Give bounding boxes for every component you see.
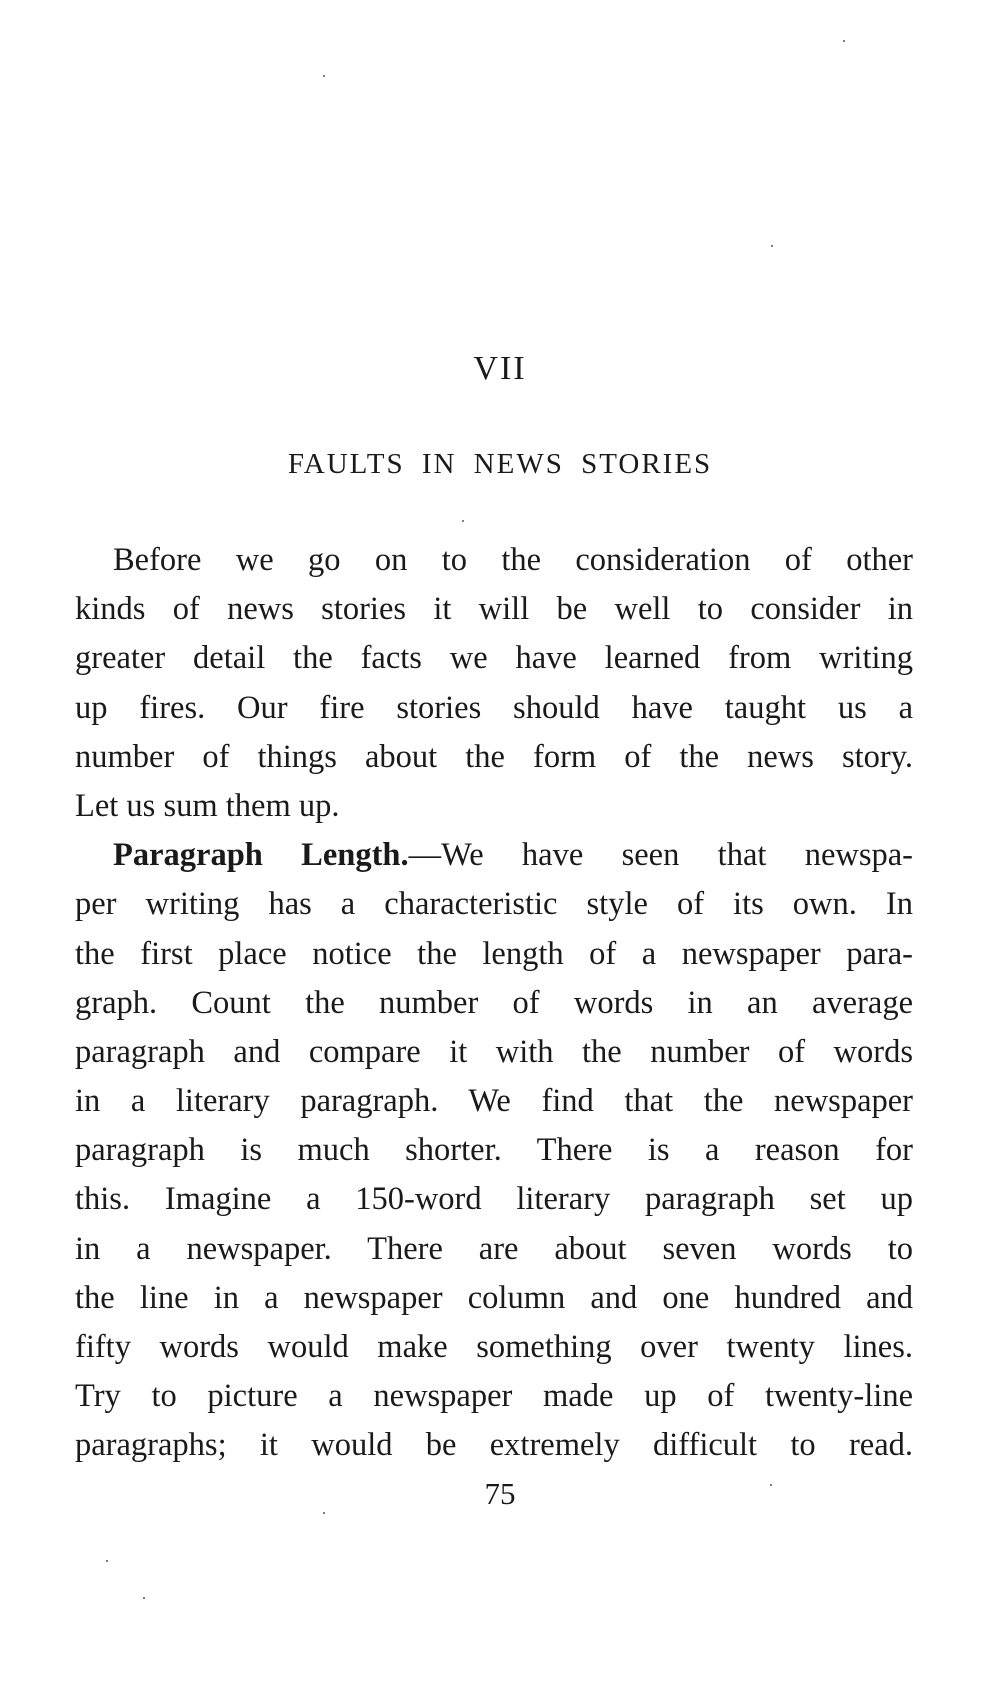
text-line bbox=[75, 831, 913, 880]
scan-speck bbox=[323, 75, 325, 77]
text-line: paragraph and compare it with the number of words bbox=[75, 1033, 913, 1070]
scan-speck bbox=[843, 40, 845, 42]
scan-speck bbox=[462, 520, 464, 522]
text-line: graph. Count the number of words in an average bbox=[75, 984, 913, 1021]
text-line: per writing has a characteristic style of its own. In bbox=[75, 886, 913, 923]
run-in-text: —We have seen that newspa- bbox=[408, 837, 913, 874]
text-line: kinds of news stories it will be well to consider in bbox=[75, 591, 913, 628]
scan-speck bbox=[323, 1512, 325, 1514]
text-line: Before we go on to the consideration of other bbox=[113, 542, 913, 578]
text-line: paragraph is much shorter. There is a reason for bbox=[75, 1132, 913, 1169]
text-line: the first place notice the length of a newspaper para- bbox=[75, 935, 913, 972]
chapter-number: VII bbox=[473, 350, 527, 387]
paragraph-length-section bbox=[75, 831, 913, 1470]
text-line: this. Imagine a 150-word literary paragraph set up bbox=[75, 1181, 913, 1218]
text-line: number of things about the form of the news story. bbox=[75, 738, 913, 775]
text-line: in a literary paragraph. We find that the newspaper bbox=[75, 1083, 913, 1120]
scan-speck bbox=[106, 1560, 108, 1562]
text-line: greater detail the facts we have learned from writing bbox=[75, 640, 913, 677]
text-line: paragraphs; it would be extremely difficult to read. bbox=[75, 1427, 913, 1464]
body-text bbox=[75, 536, 913, 1471]
scan-speck bbox=[771, 245, 773, 247]
text-line: fifty words would make something over twenty lines. bbox=[75, 1329, 913, 1365]
scan-speck bbox=[143, 1597, 145, 1599]
text-line: Let us sum them up. bbox=[75, 787, 340, 824]
text-line: Try to picture a newspaper made up of twenty-line bbox=[75, 1378, 913, 1415]
chapter-title: FAULTS IN NEWS STORIES bbox=[287, 448, 713, 480]
text-line: the line in a newspaper column and one hundred and bbox=[75, 1279, 913, 1316]
text-line: up fires. Our fire stories should have taught us a bbox=[75, 689, 913, 726]
text-line: in a newspaper. There are about seven words to bbox=[75, 1230, 913, 1267]
scan-speck bbox=[770, 1484, 772, 1486]
page-number: 75 bbox=[484, 1476, 516, 1511]
paragraph-intro bbox=[75, 536, 913, 831]
run-in-heading: Paragraph Length. bbox=[113, 837, 409, 874]
